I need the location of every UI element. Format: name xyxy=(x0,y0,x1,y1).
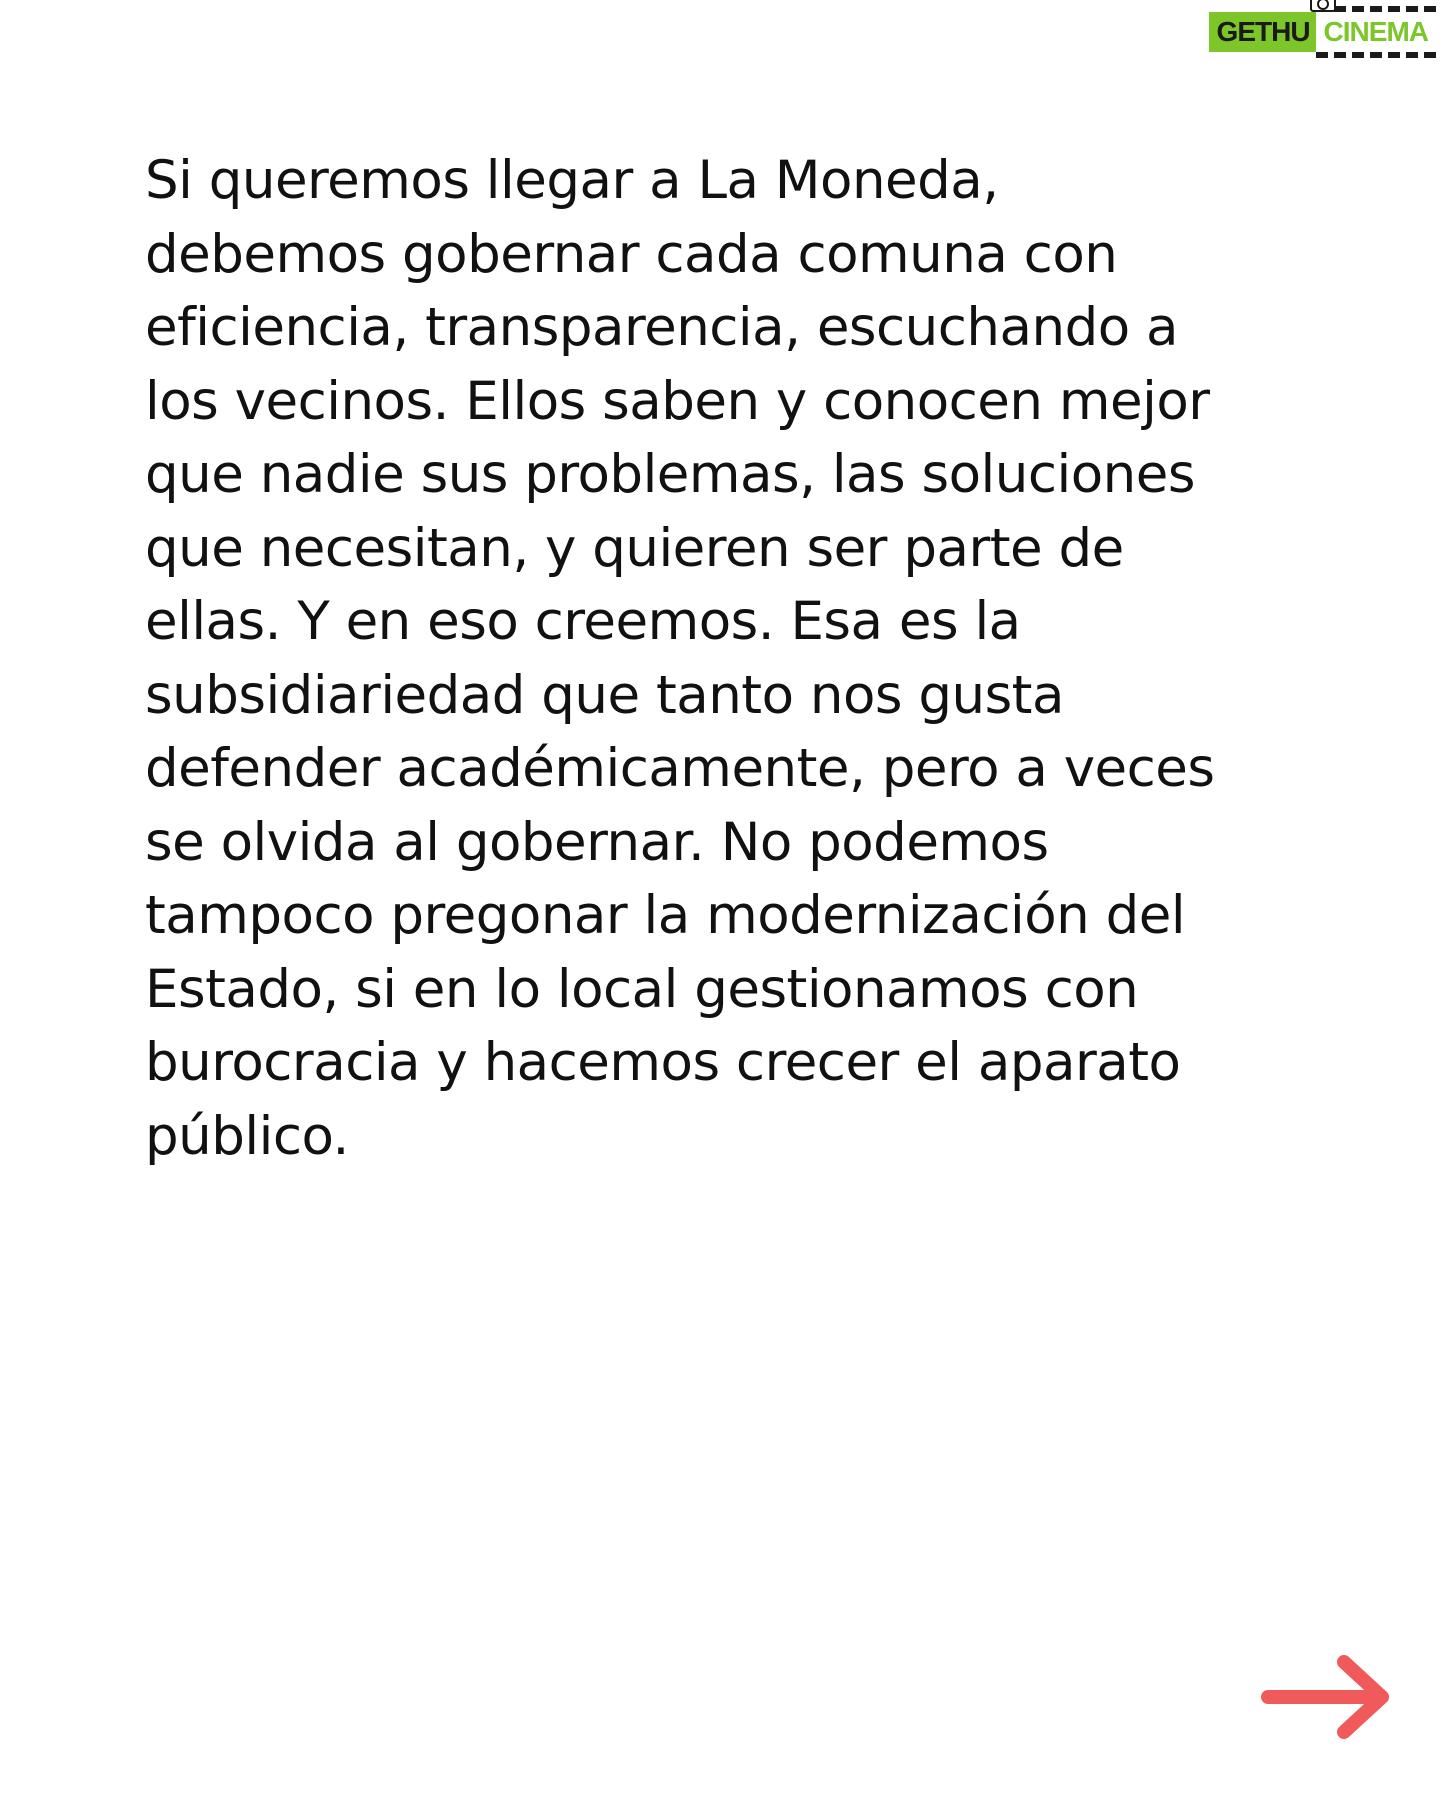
logo-text-gethu: GETHU xyxy=(1209,12,1316,52)
arrow-right-icon xyxy=(1258,1652,1394,1742)
paragraph-line: ellas. Y en eso creemos. Esa es la xyxy=(145,591,1021,652)
paragraph-line: burocracia y hacemos crecer el aparato xyxy=(145,1032,1181,1093)
paragraph-line: debemos gobernar cada comuna con xyxy=(145,223,1118,285)
main-paragraph xyxy=(145,144,1305,1173)
paragraph-line: subsidiariedad que tanto nos gusta xyxy=(145,664,1064,726)
paragraph-line: los vecinos. Ellos saben y conocen mejor xyxy=(145,370,1210,432)
logo-text-cinema: CINEMA xyxy=(1316,6,1436,58)
paragraph-line: se olvida al gobernar. No podemos xyxy=(145,811,1049,873)
paragraph-line: tampoco pregonar la modernización del xyxy=(145,885,1186,946)
brand-logo xyxy=(1209,10,1436,54)
paragraph-line: público. xyxy=(145,1105,349,1167)
paragraph-line: Si queremos llegar a La Moneda, xyxy=(145,150,999,211)
next-slide-button[interactable] xyxy=(1258,1652,1394,1742)
paragraph-line: que necesitan, y quieren ser parte de xyxy=(145,517,1124,579)
paragraph-line: que nadie sus problemas, las soluciones xyxy=(145,444,1195,505)
paragraph-line: eficiencia, transparencia, escuchando a xyxy=(145,297,1178,358)
paragraph-line: defender académicamente, pero a veces xyxy=(145,738,1215,799)
paragraph-line: Estado, si en lo local gestionamos con xyxy=(145,958,1139,1020)
camera-icon xyxy=(1310,0,1336,12)
